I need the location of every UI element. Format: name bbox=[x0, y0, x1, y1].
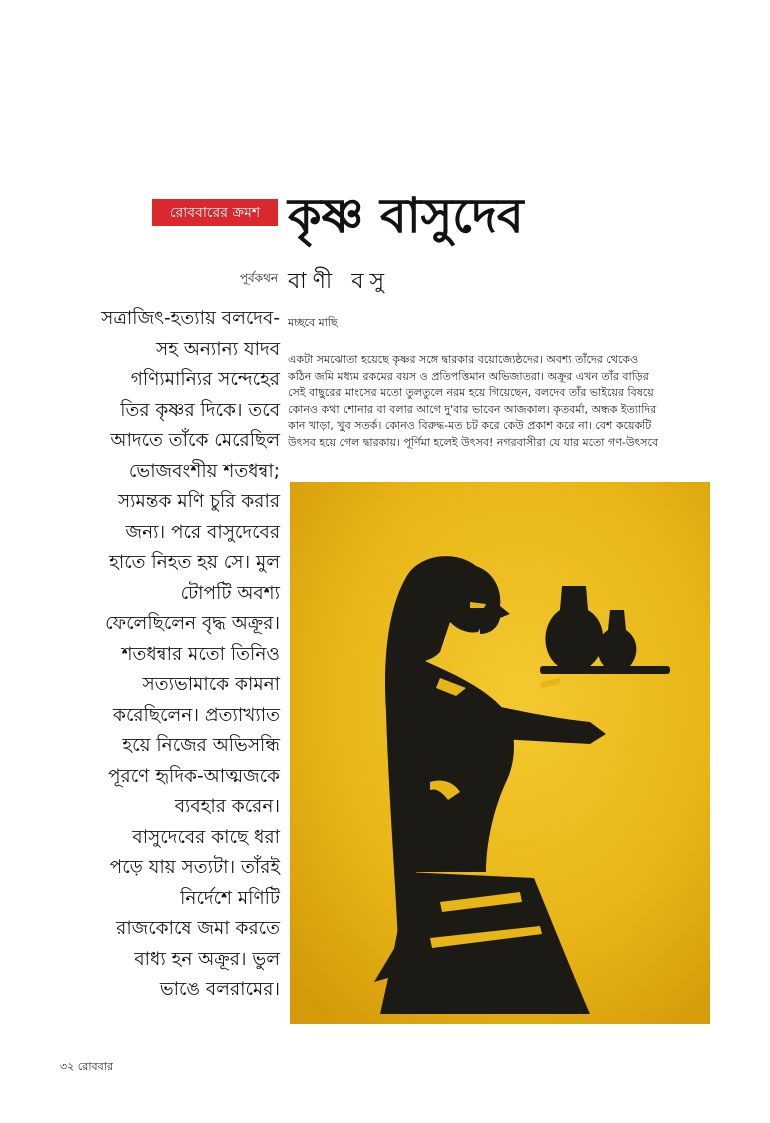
recap-line: নির্দেশে মণিটি bbox=[180, 887, 280, 909]
recap-line: ভাঙে বলরামের। bbox=[159, 979, 280, 1000]
recap-line: ফেলেছিলেন বৃদ্ধ অক্রূর। bbox=[105, 613, 280, 634]
recap-line: বাসুদেবের কাছে ধরা bbox=[132, 826, 280, 848]
page-title: কৃষ্ণ বাসুদেব bbox=[288, 188, 524, 244]
recap-line: টোপটি অবশ্য bbox=[180, 582, 280, 604]
recap-line: স্যমন্তক মণি চুরি করার bbox=[117, 491, 280, 512]
recap-line: ভোজবংশীয় শতধন্বা; bbox=[128, 460, 280, 482]
recap-line: জন্য। পরে বাসুদেবের bbox=[125, 521, 280, 543]
chapter-title: মচ্ছবে মাছি bbox=[288, 316, 338, 329]
body-line: সেই বাছুরের মাংসের মতো তুলতুলে নরম হয়ে গিয়েছেন, বলদেব তাঁর ভাইয়ের বিষয়ে bbox=[288, 386, 654, 400]
recap-line: হয়ে নিজের অভিসন্ধি bbox=[122, 735, 280, 756]
body-line: একটা সমঝোতা হয়েছে কৃষ্ণর সঙ্গে দ্বারকার বয়োজ্যেষ্ঠদের। অবশ্য তাঁদের থেকেও bbox=[288, 353, 639, 366]
recap-line: সহ অন্যান্য যাদব bbox=[156, 338, 280, 360]
recap-line: রাজকোষে জমা করতে bbox=[116, 918, 280, 939]
recap-line: হাতে নিহত হয় সে। মুল bbox=[109, 552, 280, 573]
body-line: উৎসব হয়ে গেল দ্বারকায়। পূর্ণিমা হলেই উৎসব! নগরবাসীরা যে যার মতো গণ-উৎসবে bbox=[288, 435, 659, 449]
woman-silhouette-icon bbox=[290, 482, 710, 1024]
recap-text bbox=[70, 304, 280, 1006]
recap-line: বাধ্য হন অক্রূর। ভুল bbox=[134, 948, 280, 970]
recap-line: তির কৃষ্ণর দিকে। তবে bbox=[120, 399, 280, 421]
body-line: কোনও কথা শোনার বা বলার আগে দু'বার ভাবেন আজকাল। কৃতবর্মা, অন্ধক ইত্যাদির bbox=[288, 402, 657, 416]
recap-line: সত্যভামাকে কামনা bbox=[142, 674, 280, 695]
body-line: কঠিন জমি মধ্যম রকমের বয়স ও প্রতিপত্তিমান অভিজাতরা। অক্রূর এখন তাঁর বাড়ির bbox=[288, 369, 649, 383]
recap-line: করেছিলেন। প্রত্যাখ্যাত bbox=[113, 704, 280, 726]
author-name: বাণী বসু bbox=[288, 269, 390, 294]
recap-line: শতধন্বার মতো তিনিও bbox=[121, 643, 280, 665]
illustration-papercut bbox=[290, 482, 710, 1024]
recap-line: পড়ে যায় সত্যটা। তাঁরই bbox=[109, 857, 280, 878]
body-line: কান খাড়া, খুব সতর্ক। কোনও বিরুদ্ধ-মত চট করে কেউ প্রকাশ করে না। বেশ কয়েকটি bbox=[288, 419, 652, 433]
page-footer: ৩২ রোববার bbox=[60, 1060, 113, 1073]
recap-line: ব্যবহার করেন। bbox=[174, 796, 280, 817]
recap-line: গণ্যিমান্যির সন্দেহের bbox=[130, 369, 280, 390]
previous-label: পূর্বকথন bbox=[239, 271, 278, 285]
recap-line: আদতে তাঁকে মেরেছিল bbox=[110, 430, 280, 451]
series-tag: রোববারের ক্রমশ bbox=[152, 199, 278, 226]
recap-line: সত্রাজিৎ-হত্যায় বলদেব- bbox=[101, 308, 280, 329]
article-body bbox=[288, 352, 708, 452]
recap-line: পূরণে হৃদিক-আত্মজকে bbox=[107, 765, 280, 787]
